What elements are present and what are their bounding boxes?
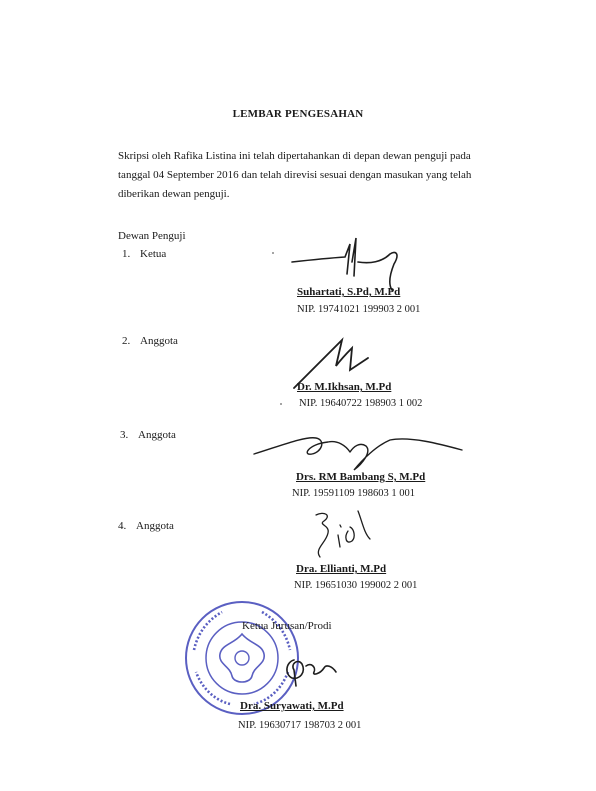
signature-dot — [280, 403, 282, 405]
board-label: Dewan Penguji — [118, 230, 186, 242]
examiner-3-name: Drs. RM Bambang S, M.Pd — [296, 471, 426, 483]
examiner-3-role: Anggota — [138, 429, 176, 441]
examiner-4-signature — [310, 505, 380, 565]
head-name: Dra. Suryawati, M.Pd — [240, 700, 344, 712]
head-signature — [280, 650, 340, 690]
examiner-3-number: 3. — [120, 429, 129, 441]
examiner-1-number: 1. — [122, 248, 131, 260]
examiner-1-name: Suhartati, S.Pd, M.Pd — [297, 286, 401, 298]
examiner-4-nip: NIP. 19651030 199002 2 001 — [294, 580, 418, 591]
signature-dot — [272, 252, 274, 254]
examiner-2-role: Anggota — [140, 335, 178, 347]
head-label: Ketua Jurusan/Prodi — [242, 620, 332, 632]
examiner-2-number: 2. — [122, 335, 131, 347]
examiner-1-role: Ketua — [140, 248, 167, 260]
examiner-4-name: Dra. Ellianti, M.Pd — [296, 563, 387, 575]
examiner-3-signature — [250, 424, 465, 474]
page-title: LEMBAR PENGESAHAN — [232, 108, 364, 120]
head-nip: NIP. 19630717 198703 2 001 — [238, 720, 362, 731]
paragraph-line-3: diberikan dewan penguji. — [118, 188, 230, 200]
examiner-4-role: Anggota — [136, 520, 174, 532]
examiner-1-signature — [290, 232, 420, 292]
examiner-2-nip: NIP. 19640722 198903 1 002 — [299, 398, 423, 409]
examiner-3-nip: NIP. 19591109 198603 1 001 — [292, 488, 415, 499]
examiner-4-number: 4. — [118, 520, 127, 532]
examiner-1-nip: NIP. 19741021 199903 2 001 — [297, 304, 421, 315]
paragraph-line-2: tanggal 04 September 2016 dan telah direvisi sesuai dengan masukan yang telah — [118, 169, 472, 181]
paragraph-line-1: Skripsi oleh Rafika Listina ini telah dipertahankan di depan dewan penguji pada — [118, 150, 471, 162]
examiner-2-name: Dr. M.Ikhsan, M.Pd — [297, 381, 392, 393]
